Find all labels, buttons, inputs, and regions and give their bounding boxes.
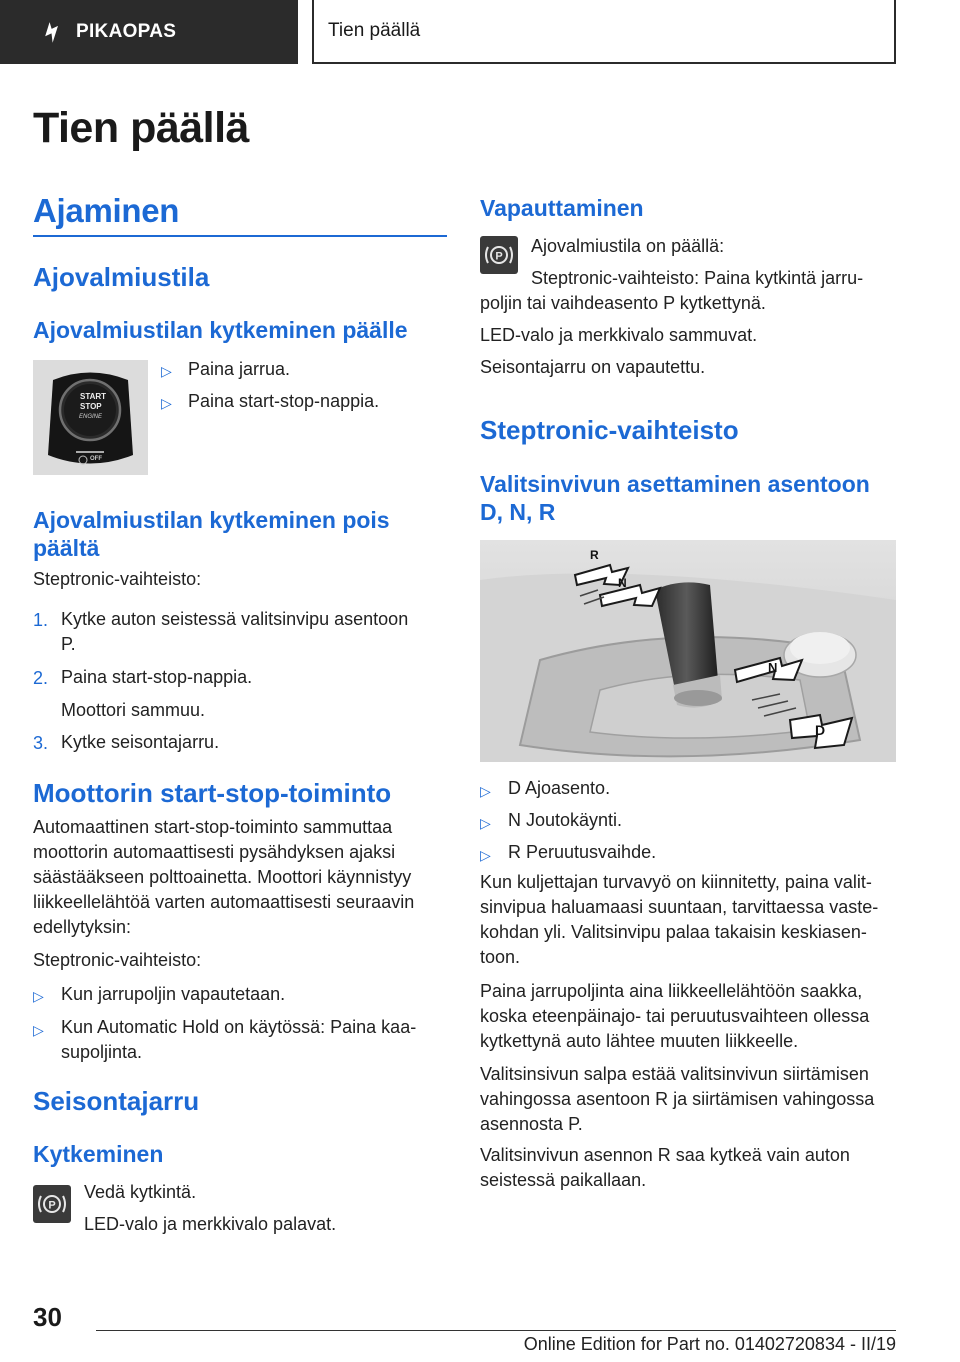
header-tab-label: PIKAOPAS (76, 21, 177, 42)
ready-off-step-1-line-2: P. (61, 634, 76, 654)
release-line-1: Ajovalmiustila on päällä: (531, 236, 725, 256)
selector-para-2: Paina jarrupoljinta aina liikkeellelähtöön saakka, koska eteenpäinajo- tai peruutusvaihteen ollessa kytkettynä auto lähtee muuten liikkeelle. (480, 981, 870, 1051)
step-number: 3. (33, 733, 49, 753)
selector-para-1: Kun kuljettajan turvavyö on kiinnitetty, paina valit- sinvipua haluamaasi suuntaan, tarvittaessa vaste- kohdan yli. Valitsinvipu palaa takaisin keskiasen- toon. (480, 872, 879, 967)
auto-condition-1: Kun jarrupoljin vapautetaan. (61, 984, 286, 1004)
engage-step: Vedä kytkintä. (84, 1182, 197, 1202)
bullet-triangle-icon: ▷ (480, 847, 491, 863)
ready-off-step-3: Kytke seisontajarru. (61, 732, 220, 752)
ready-off-step-2-result: Moottori sammuu. (61, 700, 206, 720)
subheading-parking-brake: Seisontajarru (33, 1086, 200, 1116)
ready-off-step-1-line-1: Kytke auton seistessä valitsinvipu asentoon (61, 609, 409, 629)
section-divider (33, 235, 447, 237)
footer-edition: Online Edition for Part no. 01402720834 - II/19 (523, 1334, 896, 1354)
auto-condition-2: Kun Automatic Hold on käytössä: Paina kaa- supoljinta. (61, 1017, 417, 1062)
subheading-engage: Kytkeminen (33, 1141, 164, 1167)
svg-text:P: P (495, 250, 503, 263)
subheading-ready-on: Ajovalmiustilan kytkeminen päälle (33, 317, 408, 343)
bullet-triangle-icon: ▷ (33, 988, 44, 1004)
lightning-icon (40, 21, 64, 43)
gear-d: D Ajoasento. (508, 778, 611, 798)
release-line-5: Seisontajarru on vapautettu. (480, 357, 706, 377)
selector-para-4: Valitsinvivun asennon R saa kytkeä vain auton seistessä paikallaan. (480, 1145, 850, 1190)
page-number: 30 (33, 1302, 62, 1332)
release-line-2: Steptronic-vaihteisto: Paina kytkintä jarru- (531, 268, 864, 288)
bullet-triangle-icon: ▷ (161, 363, 172, 379)
parking-brake-icon (33, 1185, 71, 1223)
gear-selector-image (480, 540, 896, 762)
subheading-selector: Valitsinvivun asettaminen asentoon D, N, R (480, 471, 870, 526)
ready-on-step-1: Paina jarrua. (188, 359, 291, 379)
bullet-triangle-icon: ▷ (480, 815, 491, 831)
auto-start-stop-text: Automaattinen start-stop-toiminto sammuttaa moottorin automaattisesti pysähdyksen ajaksi säästääkseen polttoainetta. Moottori käynnistyy liikkeellelähtöä varten automaattisesti seuraavin edellytyksin: (33, 817, 415, 937)
steptronic-label-2: Steptronic-vaihteisto: (33, 950, 202, 970)
gear-n: N Joutokäynti. (508, 810, 623, 830)
parking-brake-icon (480, 236, 518, 274)
selector-para-3: Valitsinsivun salpa estää valitsinvivun siirtämisen vahingossa asentoon R ja siirtämisen vahingossa asennosta P. (480, 1064, 875, 1134)
gear-label-r: R (590, 548, 599, 562)
subheading-auto-start-stop: Moottorin start-stop-toiminto (33, 778, 392, 808)
ready-on-step-2: Paina start-stop-nappia. (188, 391, 380, 411)
start-label-1: START (80, 392, 107, 401)
step-number: 1. (33, 610, 49, 630)
engage-result: LED-valo ja merkkivalo palavat. (84, 1214, 337, 1234)
page-title: Tien päällä (33, 104, 249, 152)
start-label-2: STOP (80, 402, 102, 411)
bullet-triangle-icon: ▷ (33, 1022, 44, 1038)
subheading-release: Vapauttaminen (480, 195, 644, 221)
header-tab-quickguide[interactable] (0, 0, 298, 64)
start-label-3: ENGINE (79, 414, 103, 420)
bullet-triangle-icon: ▷ (480, 783, 491, 799)
section-heading-driving: Ajaminen (33, 192, 180, 229)
ready-off-step-2: Paina start-stop-nappia. (61, 667, 253, 687)
steptronic-label: Steptronic-vaihteisto: (33, 569, 202, 589)
bullet-triangle-icon: ▷ (161, 395, 172, 411)
gear-label-n: N (618, 576, 627, 590)
gear-label-d: D (815, 722, 826, 738)
gear-label-n-2: N (768, 660, 778, 675)
subheading-steptronic: Steptronic-vaihteisto (480, 415, 739, 445)
footer-divider (96, 1330, 896, 1331)
release-line-3: poljin tai vaihdeasento P kytkettynä. (480, 293, 766, 313)
gear-r: R Peruutusvaihde. (508, 842, 657, 862)
subheading-ready-off: Ajovalmiustilan kytkeminen pois päältä (33, 507, 390, 562)
header-tab-section[interactable] (312, 0, 896, 64)
step-number: 2. (33, 668, 49, 688)
svg-text:P: P (48, 1199, 56, 1212)
subheading-ready-state: Ajovalmiustila (33, 262, 210, 292)
header-section-label: Tien päällä (328, 20, 421, 41)
start-off-label: OFF (90, 456, 102, 462)
release-line-4: LED-valo ja merkkivalo sammuvat. (480, 325, 758, 345)
